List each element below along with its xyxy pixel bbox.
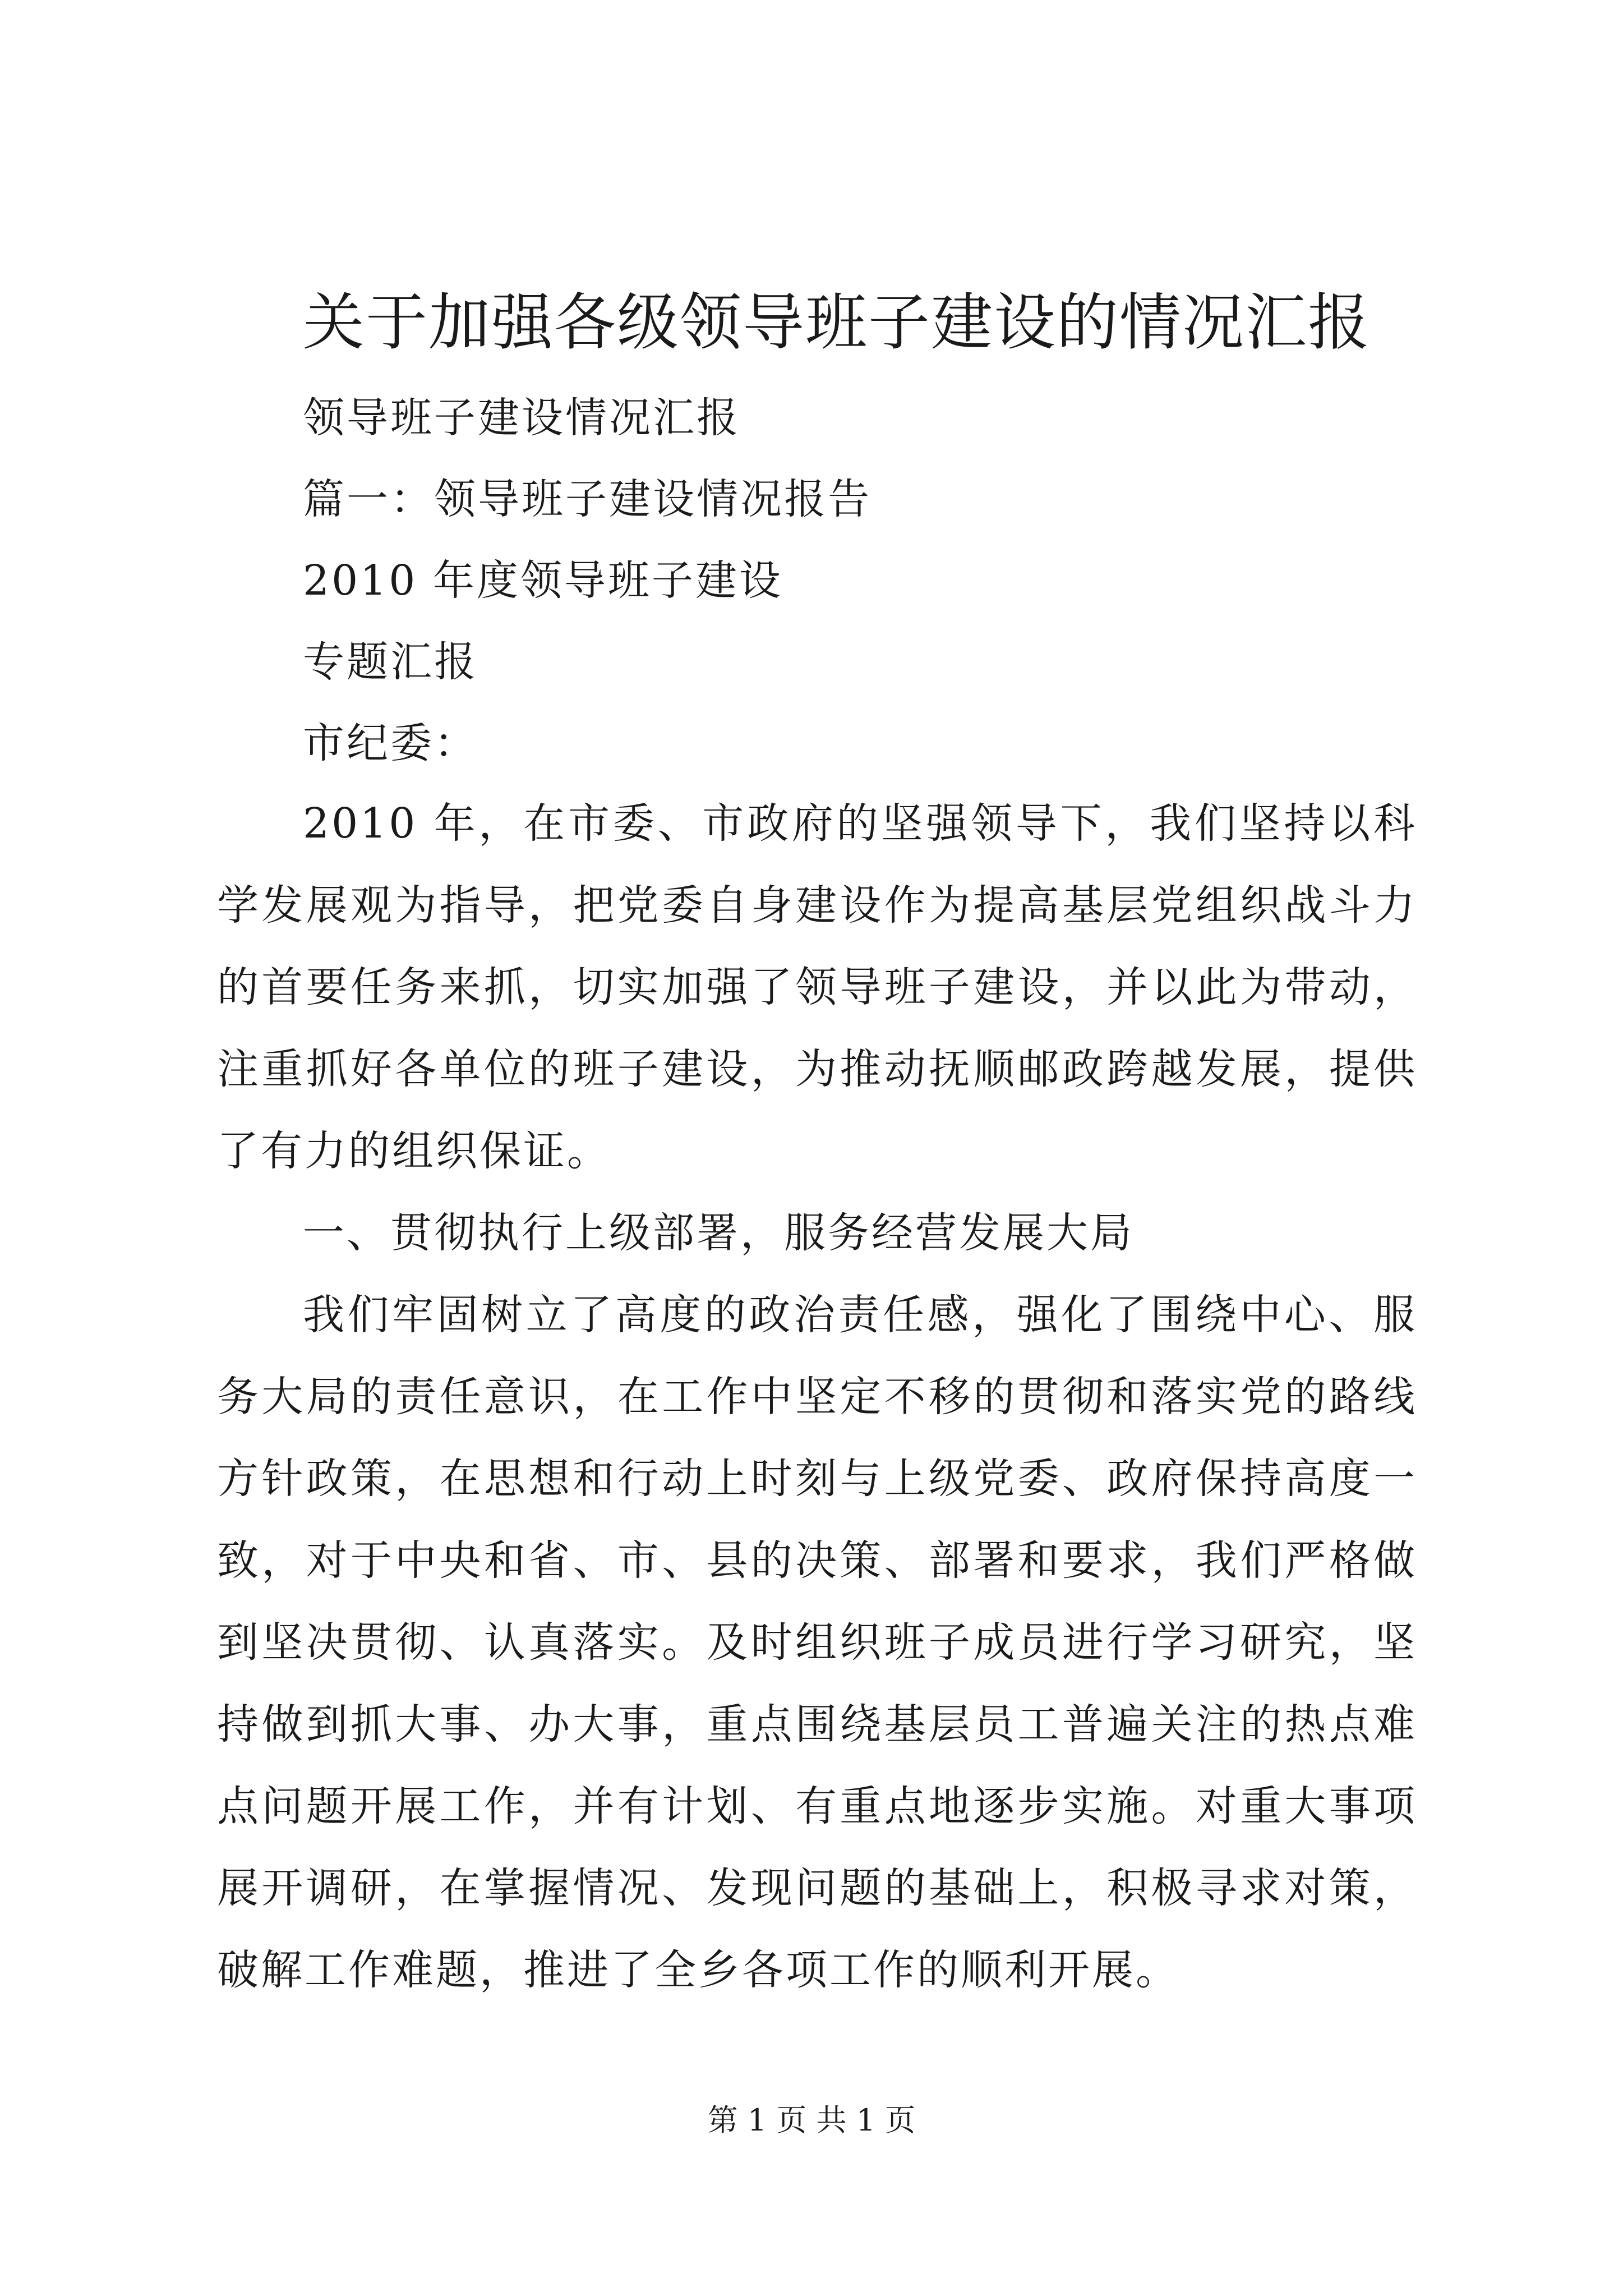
article-heading: 篇一：领导班子建设情况报告 xyxy=(303,475,872,523)
page-footer: 第 1 页 共 1 页 xyxy=(707,2102,916,2138)
section-heading: 一、贯彻执行上级部署，服务经营发展大局 xyxy=(303,1209,1134,1257)
intro-paragraph: 2010 年，在市委、市政府的坚强领导下，我们坚持以科学发展观为指导，把党委自身建设作为提高基层党组织战斗力的首要任务来抓，切实加强了领导班子建设，并以此为带动，注重抓好各单位的班子建设，为推动抚顺邮政跨越发展，提供了有力的组织保证。 xyxy=(217,799,1417,1175)
section-paragraph: 我们牢固树立了高度的政治责任感，强化了围绕中心、服务大局的责任意识，在工作中坚定不移的贯彻和落实党的路线方针政策，在思想和行动上时刻与上级党委、政府保持高度一致，对于中央和省、市、县的决策、部署和要求，我们严格做到坚决贯彻、认真落实。及时组织班子成员进行学习研究，坚持做到抓大事、办大事，重点围绕基层员工普遍关注的热点难点问题开展工作，并有计划、有重点地逐步实施。对重大事项展开调研，在掌握情况、发现问题的基础上，积极寻求对策，破解工作难题，推进了全乡各项工作的顺利开展。 xyxy=(217,1291,1417,1994)
recipient-line: 市纪委： xyxy=(303,719,478,767)
subtitle-line: 领导班子建设情况汇报 xyxy=(303,394,740,442)
report-year-line: 2010 年度领导班子建设 xyxy=(303,556,783,605)
document-title: 关于加强各级领导班子建设的情况汇报 xyxy=(303,287,1371,358)
report-type-line: 专题汇报 xyxy=(303,638,478,686)
